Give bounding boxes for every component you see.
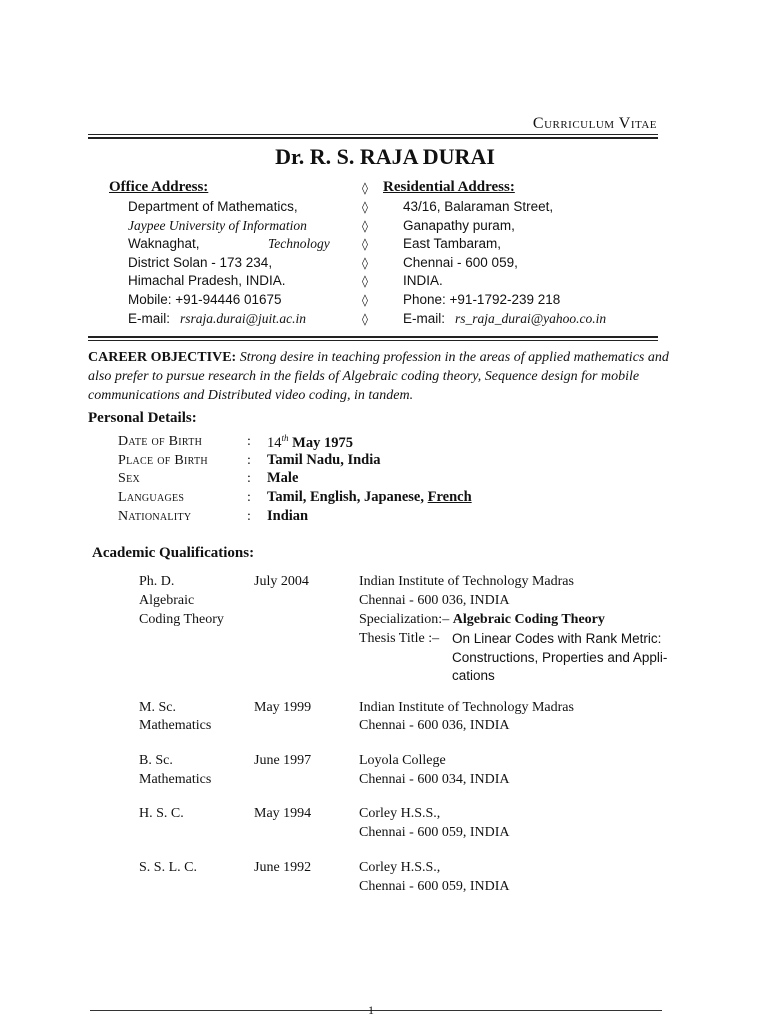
residential-address-heading: Residential Address: bbox=[383, 179, 515, 195]
specialization-label: Specialization:– bbox=[359, 612, 450, 627]
pob-label: Place of Birth bbox=[118, 453, 208, 468]
office-line: District Solan - 173 234, bbox=[128, 255, 273, 270]
office-line: Jaypee University of Information bbox=[128, 218, 307, 233]
degree-line: Mathematics bbox=[139, 718, 212, 733]
dob-month-year: May 1975 bbox=[292, 434, 353, 451]
degree-line: Algebraic bbox=[139, 593, 195, 608]
header-rule-bottom bbox=[88, 137, 658, 139]
degree-date: June 1992 bbox=[254, 860, 312, 875]
degree-line: M. Sc. bbox=[139, 700, 176, 715]
office-email-link[interactable]: rsraja.durai@juit.ac.in bbox=[180, 311, 307, 326]
diamond-icon: ◊ bbox=[362, 181, 368, 195]
thesis-title-line: Constructions, Properties and Appli- bbox=[452, 650, 668, 665]
degree-line: Coding Theory bbox=[139, 612, 224, 627]
residential-line: East Tambaram, bbox=[403, 236, 502, 251]
colon: : bbox=[247, 453, 251, 468]
institution-location: Chennai - 600 034, INDIA bbox=[359, 772, 510, 787]
dob-label: Date of Birth bbox=[118, 434, 203, 449]
career-objective-label: CAREER OBJECTIVE: bbox=[88, 350, 237, 365]
degree-line: B. Sc. bbox=[139, 753, 173, 768]
thesis-title-line: cations bbox=[452, 668, 495, 683]
nationality-value: Indian bbox=[267, 508, 309, 524]
languages-list: Tamil, English, Japanese, bbox=[267, 489, 424, 505]
pob-value: Tamil Nadu, India bbox=[267, 452, 381, 468]
institution: Loyola College bbox=[359, 753, 446, 768]
degree-date: May 1999 bbox=[254, 700, 312, 715]
thesis-title-line: On Linear Codes with Rank Metric: bbox=[452, 631, 662, 646]
institution-location: Chennai - 600 036, INDIA bbox=[359, 718, 510, 733]
page-title: Dr. R. S. RAJA DURAI bbox=[275, 144, 495, 169]
degree-date: June 1997 bbox=[254, 753, 312, 768]
dob-value bbox=[267, 433, 353, 452]
office-line: Himachal Pradesh, INDIA. bbox=[128, 273, 286, 288]
institution-location: Chennai - 600 036, INDIA bbox=[359, 593, 510, 608]
footer-rule bbox=[90, 1010, 662, 1011]
residential-line: INDIA. bbox=[403, 273, 443, 288]
specialization bbox=[359, 612, 605, 628]
page-number: 1 bbox=[368, 1003, 374, 1017]
institution: Corley H.S.S., bbox=[359, 860, 441, 875]
diamond-icon: ◊ bbox=[362, 293, 368, 307]
career-objective bbox=[88, 348, 688, 405]
colon: : bbox=[247, 509, 251, 524]
sex-label: Sex bbox=[118, 471, 141, 486]
diamond-icon: ◊ bbox=[362, 200, 368, 214]
languages-french: French bbox=[427, 489, 472, 505]
office-email-label: E-mail: bbox=[128, 311, 171, 326]
residential-email-label: E-mail: bbox=[403, 311, 446, 326]
cv-label: Curriculum Vitae bbox=[532, 115, 657, 132]
diamond-icon: ◊ bbox=[362, 256, 368, 270]
nationality-label: Nationality bbox=[118, 509, 192, 524]
residential-line: 43/16, Balaraman Street, bbox=[403, 199, 554, 214]
degree-line: Ph. D. bbox=[139, 574, 175, 589]
residential-phone: Phone: +91-1792-239 218 bbox=[403, 292, 561, 307]
diamond-icon: ◊ bbox=[362, 219, 368, 233]
languages-value bbox=[267, 489, 472, 506]
office-mobile: Mobile: +91-94446 01675 bbox=[128, 292, 282, 307]
diamond-icon: ◊ bbox=[362, 237, 368, 251]
academic-heading: Academic Qualifications: bbox=[92, 545, 255, 561]
diamond-icon: ◊ bbox=[362, 312, 368, 326]
residential-email-link[interactable]: rs_raja_durai@yahoo.co.in bbox=[455, 311, 607, 326]
dob-day: 14 bbox=[267, 434, 282, 451]
degree-line: Mathematics bbox=[139, 772, 212, 787]
degree-date: May 1994 bbox=[254, 806, 312, 821]
institution: Corley H.S.S., bbox=[359, 806, 441, 821]
residential-line: Ganapathy puram, bbox=[403, 218, 515, 233]
degree-line: H. S. C. bbox=[139, 806, 184, 821]
career-objective-text: Strong desire in teaching profession in the areas of applied mathematics and also prefer to pursue research in the fields of Algebraic coding theory, Sequence design for mobile communications and Distributed video coding, in tandem. bbox=[88, 350, 669, 403]
degree-line: S. S. L. C. bbox=[139, 860, 197, 875]
colon: : bbox=[247, 434, 251, 449]
diamond-icon: ◊ bbox=[362, 274, 368, 288]
colon: : bbox=[247, 490, 251, 505]
dob-ordinal: th bbox=[281, 433, 289, 443]
languages-label: Languages bbox=[118, 490, 185, 505]
office-line: Waknaghat, bbox=[128, 236, 200, 251]
address-rule-bottom bbox=[88, 340, 658, 341]
thesis-label: Thesis Title :– bbox=[359, 631, 440, 646]
colon: : bbox=[247, 471, 251, 486]
degree-date: July 2004 bbox=[254, 574, 309, 589]
address-rule-top bbox=[88, 336, 658, 338]
header-rule-top bbox=[88, 134, 658, 135]
specialization-value: Algebraic Coding Theory bbox=[452, 612, 605, 627]
institution: Indian Institute of Technology Madras bbox=[359, 700, 574, 715]
office-address-heading: Office Address: bbox=[109, 179, 209, 195]
institution-location: Chennai - 600 059, INDIA bbox=[359, 825, 510, 840]
residential-line: Chennai - 600 059, bbox=[403, 255, 518, 270]
personal-details-heading: Personal Details: bbox=[88, 410, 197, 426]
office-line: Department of Mathematics, bbox=[128, 199, 298, 214]
institution: Indian Institute of Technology Madras bbox=[359, 574, 574, 589]
institution-location: Chennai - 600 059, INDIA bbox=[359, 879, 510, 894]
office-line: Technology bbox=[268, 236, 330, 251]
sex-value: Male bbox=[267, 470, 299, 486]
